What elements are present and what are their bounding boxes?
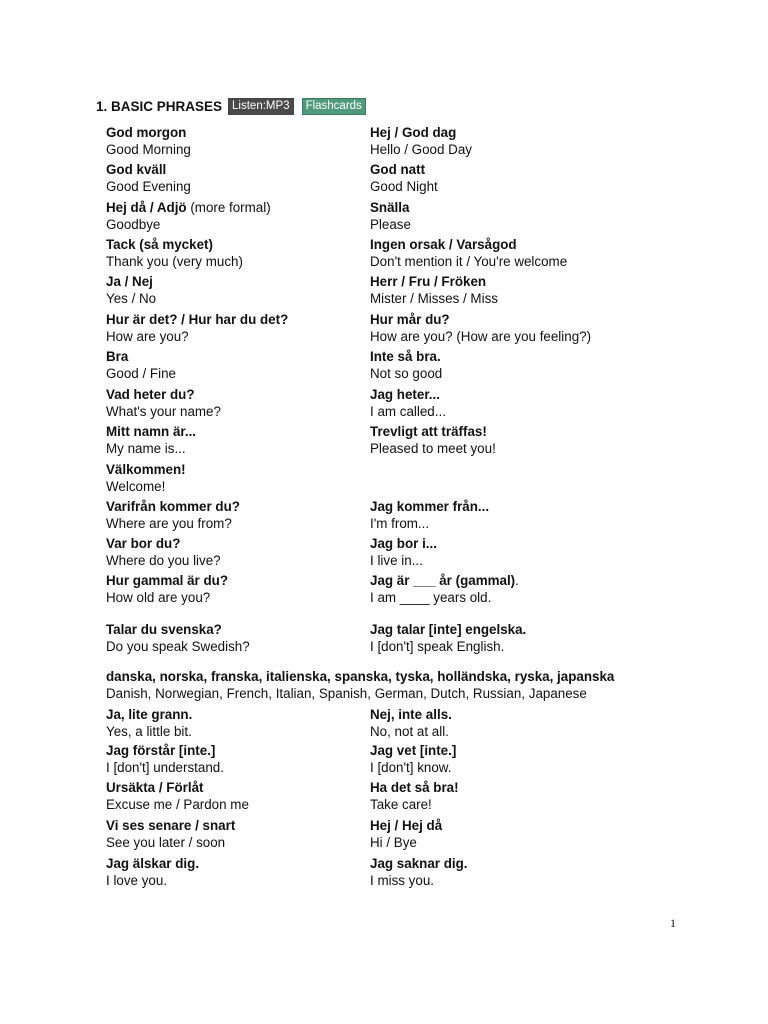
swedish-phrase: Vad heter du? [106,387,195,402]
phrase-pair [106,743,406,776]
phrase-pair [370,780,670,813]
swedish-phrase: Jag förstår [inte.] [106,743,216,758]
phrase-pair [106,312,406,345]
section-title: 1. BASIC PHRASES [96,98,223,114]
swedish-phrase: Jag bor i... [370,536,437,551]
swedish-phrase [106,200,406,217]
flashcards-button[interactable]: Flashcards [302,98,366,115]
page-number: 1 [670,916,676,930]
swedish-phrase: Nej, inte alls. [370,707,452,722]
swedish-phrase: Var bor du? [106,536,181,551]
phrase-pair [106,424,406,457]
swedish-text: Jag är ___ år (gammal) [370,573,516,588]
swedish-phrase: Ursäkta / Förlåt [106,780,204,795]
swedish-phrase: God kväll [106,162,167,177]
swedish-phrase: Hur mår du? [370,312,450,327]
english-translation: Hi / Bye [370,834,417,850]
english-translation: How old are you? [106,589,211,605]
swedish-phrase: Inte så bra. [370,349,441,364]
english-translation: Where do you live? [106,552,221,568]
english-translation: My name is... [106,440,186,456]
phrase-pair [106,387,406,420]
swedish-phrase: Mitt namn är... [106,424,197,439]
english-translation: Hello / Good Day [370,141,472,157]
swedish-text: Hej då / Adjö [106,200,187,215]
swedish-phrase: Hej / God dag [370,125,457,140]
english-translation: I [don't] understand. [106,759,224,775]
english-translation: Yes, a little bit. [106,723,192,739]
swedish-phrase: Jag kommer från... [370,499,490,514]
english-translation: Thank you (very much) [106,253,243,269]
trailing-period: . [515,573,519,588]
languages-list [106,669,746,702]
swedish-phrase: Varifrån kommer du? [106,499,240,514]
english-translation: Take care! [370,796,432,812]
english-translation: Where are you from? [106,515,232,531]
phrase-pair [370,200,670,233]
english-languages: Danish, Norwegian, French, Italian, Spanish, German, Dutch, Russian, Japanese [106,685,587,701]
phrase-pair [370,622,670,655]
english-translation: I [don't] know. [370,759,452,775]
swedish-phrase: Herr / Fru / Fröken [370,274,487,289]
english-translation: I'm from... [370,515,430,531]
english-translation: No, not at all. [370,723,449,739]
phrase-pair [106,573,406,606]
english-translation: I miss you. [370,872,434,888]
english-translation: Good Morning [106,141,191,157]
phrase-pair [370,818,670,851]
swedish-phrase: Jag älskar dig. [106,856,200,871]
phrase-pair [370,424,670,457]
phrase-pair [106,707,406,740]
english-translation: I live in... [370,552,423,568]
phrase-pair [370,499,670,532]
english-translation: Good Night [370,178,438,194]
phrase-pair [106,856,406,889]
swedish-phrase: Ingen orsak / Varsågod [370,237,517,252]
english-translation: I am called... [370,403,446,419]
english-translation: Do you speak Swedish? [106,638,250,654]
english-translation: Mister / Misses / Miss [370,290,498,306]
english-translation: I love you. [106,872,168,888]
phrase-pair [370,707,670,740]
swedish-phrase: Ha det så bra! [370,780,459,795]
phrase-pair [370,536,670,569]
english-translation: I [don't] speak English. [370,638,505,654]
formality-note: (more formal) [186,200,271,215]
phrase-pair [370,387,670,420]
swedish-phrase: God natt [370,162,426,177]
phrase-pair [370,743,670,776]
swedish-phrase: Talar du svenska? [106,622,222,637]
phrase-pair [106,237,406,270]
phrase-pair [370,237,670,270]
phrase-pair [370,312,670,345]
swedish-phrase: Välkommen! [106,462,186,477]
english-translation: Don't mention it / You're welcome [370,253,568,269]
swedish-languages: danska, norska, franska, italienska, spanska, tyska, holländska, ryska, japanska [106,669,615,684]
english-translation: Please [370,216,411,232]
english-translation: What's your name? [106,403,221,419]
swedish-phrase: Hej / Hej då [370,818,443,833]
swedish-phrase: Jag talar [inte] engelska. [370,622,527,637]
phrase-pair [106,349,406,382]
phrase-pair [106,462,406,495]
swedish-phrase: God morgon [106,125,187,140]
phrase-pair [106,818,406,851]
swedish-phrase: Snälla [370,200,410,215]
english-translation: Excuse me / Pardon me [106,796,249,812]
english-translation: Not so good [370,365,443,381]
phrase-pair [106,536,406,569]
english-translation: See you later / soon [106,834,226,850]
phrase-pair [370,125,670,158]
swedish-phrase: Vi ses senare / snart [106,818,236,833]
swedish-phrase [370,573,670,590]
phrase-pair [370,349,670,382]
english-translation: Pleased to meet you! [370,440,496,456]
swedish-phrase: Ja, lite grann. [106,707,193,722]
phrase-pair [370,856,670,889]
phrase-pair [106,200,406,233]
english-translation: Good Evening [106,178,191,194]
english-translation: Yes / No [106,290,157,306]
swedish-phrase: Hur är det? / Hur har du det? [106,312,289,327]
listen-mp3-button[interactable]: Listen:MP3 [228,98,294,115]
swedish-phrase: Jag saknar dig. [370,856,468,871]
english-translation: Goodbye [106,216,161,232]
swedish-phrase: Hur gammal är du? [106,573,229,588]
swedish-phrase: Jag vet [inte.] [370,743,457,758]
english-translation: How are you? (How are you feeling?) [370,328,592,344]
english-translation: I am ____ years old. [370,589,492,605]
phrase-pair [106,499,406,532]
phrase-pair [106,162,406,195]
phrase-pair [370,162,670,195]
swedish-phrase: Ja / Nej [106,274,153,289]
english-translation: How are you? [106,328,189,344]
swedish-phrase: Bra [106,349,129,364]
phrase-pair [106,125,406,158]
phrase-pair [370,274,670,307]
swedish-phrase: Tack (så mycket) [106,237,213,252]
section-heading [96,97,366,115]
phrase-pair [370,573,670,606]
phrase-pair [106,274,406,307]
swedish-phrase: Trevligt att träffas! [370,424,487,439]
english-translation: Welcome! [106,478,166,494]
phrase-pair [106,780,406,813]
english-translation: Good / Fine [106,365,176,381]
swedish-phrase: Jag heter... [370,387,440,402]
phrase-pair [106,622,406,655]
